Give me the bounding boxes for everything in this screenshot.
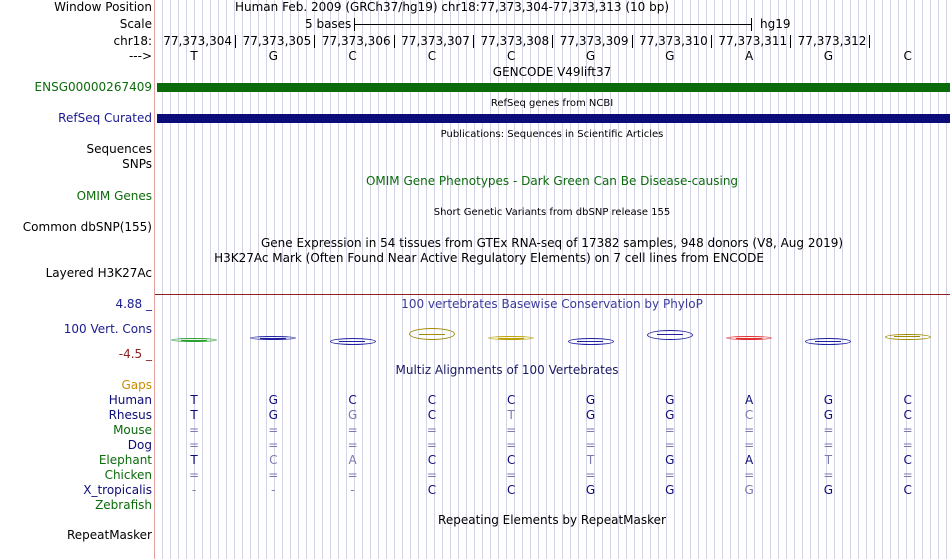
refseq-gene-bar[interactable] <box>157 114 950 123</box>
alignment-base: C <box>903 393 912 407</box>
alignment-base: G <box>665 483 675 497</box>
scale-bar <box>354 24 751 25</box>
alignment-base: = <box>585 438 596 452</box>
alignment-base: = <box>585 423 596 437</box>
alignment-base: C <box>269 453 278 467</box>
alignment-base: = <box>426 423 437 437</box>
alignment-base: A <box>744 393 754 407</box>
gaps-label[interactable]: Gaps <box>121 378 152 392</box>
conservation-logo-a[interactable] <box>726 336 772 340</box>
h3k27ac-label[interactable]: Layered H3K27Ac <box>45 266 152 280</box>
conservation-logo-t[interactable] <box>171 338 217 342</box>
refseq-track-title: RefSeq genes from NCBI <box>490 98 614 109</box>
repeatmasker-label[interactable]: RepeatMasker <box>66 528 152 542</box>
base-letter: A <box>744 49 754 63</box>
conservation-logo-c[interactable] <box>330 338 376 345</box>
coordinate-label: 77,373,308 <box>480 34 550 48</box>
species-label-zebrafish[interactable]: Zebrafish <box>95 498 152 512</box>
alignment-base: C <box>506 393 516 407</box>
coordinate-label: 77,373,309 <box>559 34 629 48</box>
alignment-base: C <box>427 393 437 407</box>
coordinate-tick <box>314 35 315 48</box>
alignment-base: C <box>903 408 912 422</box>
alignment-base: T <box>190 408 198 422</box>
alignment-base: C <box>506 483 516 497</box>
scale-bar-left-tick <box>354 18 355 31</box>
alignment-base: G <box>268 393 278 407</box>
alignment-base: = <box>823 438 834 452</box>
coordinate-tick <box>552 35 553 48</box>
alignment-base: = <box>426 468 437 482</box>
alignment-base: T <box>586 453 595 467</box>
species-label-mouse[interactable]: Mouse <box>113 423 152 437</box>
conservation-logo-c[interactable] <box>409 328 455 340</box>
alignment-base: G <box>268 408 278 422</box>
base-letter: G <box>665 49 675 63</box>
species-label-x_tropicalis[interactable]: X_tropicalis <box>83 483 152 497</box>
alignment-base: T <box>507 408 515 422</box>
alignment-base: C <box>506 453 516 467</box>
dbsnp-track-title: Short Genetic Variants from dbSNP release 155 <box>433 207 671 218</box>
alignment-base: C <box>427 483 437 497</box>
publications-track-title: Publications: Sequences in Scientific Articles <box>440 129 664 140</box>
conservation-top-line <box>155 294 950 295</box>
base-letter: C <box>903 49 912 63</box>
alignment-base: C <box>427 453 437 467</box>
species-label-human[interactable]: Human <box>108 393 152 407</box>
gtex-track-title: Gene Expression in 54 tissues from GTEx RNA-seq of 17382 samples, 948 donors (V8, Aug 2019) <box>260 236 844 250</box>
coordinate-label: 77,373,312 <box>797 34 867 48</box>
refseq-curated-label[interactable]: RefSeq Curated <box>58 111 152 125</box>
alignment-base: G <box>585 393 596 407</box>
alignment-base: G <box>665 453 675 467</box>
coordinate-label: 77,373,304 <box>163 34 232 48</box>
alignment-base: C <box>903 453 912 467</box>
coordinate-tick <box>711 35 712 48</box>
coordinate-tick <box>632 35 633 48</box>
alignment-base: G <box>823 483 834 497</box>
alignment-base: = <box>823 468 834 482</box>
alignment-base: G <box>347 408 358 422</box>
alignment-base: A <box>348 453 357 467</box>
alignment-base: = <box>347 468 358 482</box>
alignment-base: G <box>585 408 596 422</box>
alignment-base: = <box>902 423 913 437</box>
omim-track-title: OMIM Gene Phenotypes - Dark Green Can Be Disease-causing <box>365 174 739 188</box>
alignment-base: C <box>744 408 754 422</box>
base-letter: G <box>823 49 834 63</box>
alignment-base: - <box>191 483 197 497</box>
coordinate-tick <box>235 35 236 48</box>
conservation-logo-g[interactable] <box>250 336 296 340</box>
alignment-base: = <box>506 468 517 482</box>
cons-track-label[interactable]: 100 Vert. Cons <box>63 322 152 336</box>
snps-label[interactable]: SNPs <box>122 157 152 171</box>
alignment-base: = <box>744 438 755 452</box>
conservation-logo-g[interactable] <box>805 338 851 345</box>
alignment-base: = <box>902 438 913 452</box>
species-label-elephant[interactable]: Elephant <box>98 453 152 467</box>
alignment-base: G <box>744 483 754 497</box>
alignment-base: = <box>664 438 675 452</box>
chrom-label: chr18: <box>113 34 152 48</box>
sequences-label[interactable]: Sequences <box>86 142 152 156</box>
base-letter: T <box>190 49 198 63</box>
coordinate-label: 77,373,305 <box>242 34 312 48</box>
species-label-chicken[interactable]: Chicken <box>104 468 152 482</box>
omim-genes-label[interactable]: OMIM Genes <box>76 189 152 203</box>
alignment-base: = <box>664 423 675 437</box>
cons-max-label: 4.88 _ <box>115 297 152 311</box>
alignment-base: = <box>188 438 200 452</box>
track-label-column <box>0 0 154 559</box>
base-letter: G <box>268 49 278 63</box>
conservation-logo-c[interactable] <box>885 334 931 341</box>
h3k27ac-track-title: H3K27Ac Mark (Often Found Near Active Regulatory Elements) on 7 cell lines from ENCODE <box>214 251 764 265</box>
cons-min-label: -4.5 _ <box>118 347 152 361</box>
scale-label: Scale <box>119 17 152 31</box>
alignment-base: = <box>268 438 279 452</box>
alignment-base: - <box>350 483 355 497</box>
position-header: Human Feb. 2009 (GRCh37/hg19) chr18:77,373,304-77,373,313 (10 bp) <box>234 0 670 14</box>
base-letter: C <box>427 49 437 63</box>
alignment-base: G <box>823 408 834 422</box>
alignment-base: = <box>268 423 279 437</box>
gencode-track-title: GENCODE V49lift37 <box>492 65 612 79</box>
window-position-label: Window Position <box>54 0 152 14</box>
dbsnp-label[interactable]: Common dbSNP(155) <box>22 220 152 234</box>
scale-text: 5 bases <box>305 17 352 31</box>
alignment-base: = <box>823 423 834 437</box>
alignment-base: C <box>903 483 912 497</box>
alignment-base: = <box>426 438 437 452</box>
repeatmasker-track-title: Repeating Elements by RepeatMasker <box>438 513 666 527</box>
base-letter: C <box>506 49 516 63</box>
species-label-dog[interactable]: Dog <box>127 438 152 452</box>
coordinate-label: 77,373,310 <box>639 34 708 48</box>
coordinate-tick <box>394 35 395 48</box>
alignment-base: = <box>268 468 279 482</box>
multiz-track-title: Multiz Alignments of 100 Vertebrates <box>395 363 619 377</box>
species-label-rhesus[interactable]: Rhesus <box>108 408 152 422</box>
scale-bar-right-tick <box>751 18 752 31</box>
alignment-base: - <box>271 483 276 497</box>
alignment-base: = <box>188 423 200 437</box>
coordinate-label: 77,373,311 <box>718 34 788 48</box>
coordinate-label: 77,373,307 <box>401 34 470 48</box>
alignment-base: C <box>348 393 357 407</box>
alignment-base: = <box>506 423 517 437</box>
alignment-base: T <box>190 453 198 467</box>
coordinate-tick <box>869 35 870 48</box>
coordinate-tick <box>473 35 474 48</box>
alignment-base: = <box>506 438 517 452</box>
conservation-logo-g[interactable] <box>568 338 614 345</box>
base-letter: G <box>585 49 596 63</box>
alignment-base: = <box>744 423 755 437</box>
conservation-logo-g[interactable] <box>647 330 693 340</box>
track-image[interactable] <box>155 0 950 559</box>
alignment-base: T <box>824 453 833 467</box>
gencode-gene-label[interactable]: ENSG00000267409 <box>34 80 152 94</box>
alignment-base: = <box>347 438 358 452</box>
phylop-track-title: 100 vertebrates Basewise Conservation by PhyloP <box>401 297 703 311</box>
coordinate-tick <box>790 35 791 48</box>
alignment-base: G <box>585 483 596 497</box>
alignment-base: = <box>347 423 358 437</box>
base-letter: C <box>348 49 357 63</box>
alignment-base: = <box>902 468 913 482</box>
alignment-base: G <box>665 408 675 422</box>
alignment-base: C <box>427 408 437 422</box>
alignment-base: G <box>823 393 834 407</box>
conservation-logo-c[interactable] <box>488 336 534 340</box>
strand-arrow-label[interactable]: ---> <box>128 49 152 63</box>
alignment-base: A <box>744 453 754 467</box>
alignment-base: = <box>664 468 675 482</box>
gencode-gene-bar[interactable] <box>157 83 950 92</box>
alignment-base: G <box>665 393 675 407</box>
assembly-label: hg19 <box>760 17 791 31</box>
coordinate-label: 77,373,306 <box>321 34 391 48</box>
alignment-base: = <box>744 468 755 482</box>
alignment-base: = <box>585 468 596 482</box>
alignment-base: = <box>188 468 200 482</box>
alignment-base: T <box>190 393 198 407</box>
